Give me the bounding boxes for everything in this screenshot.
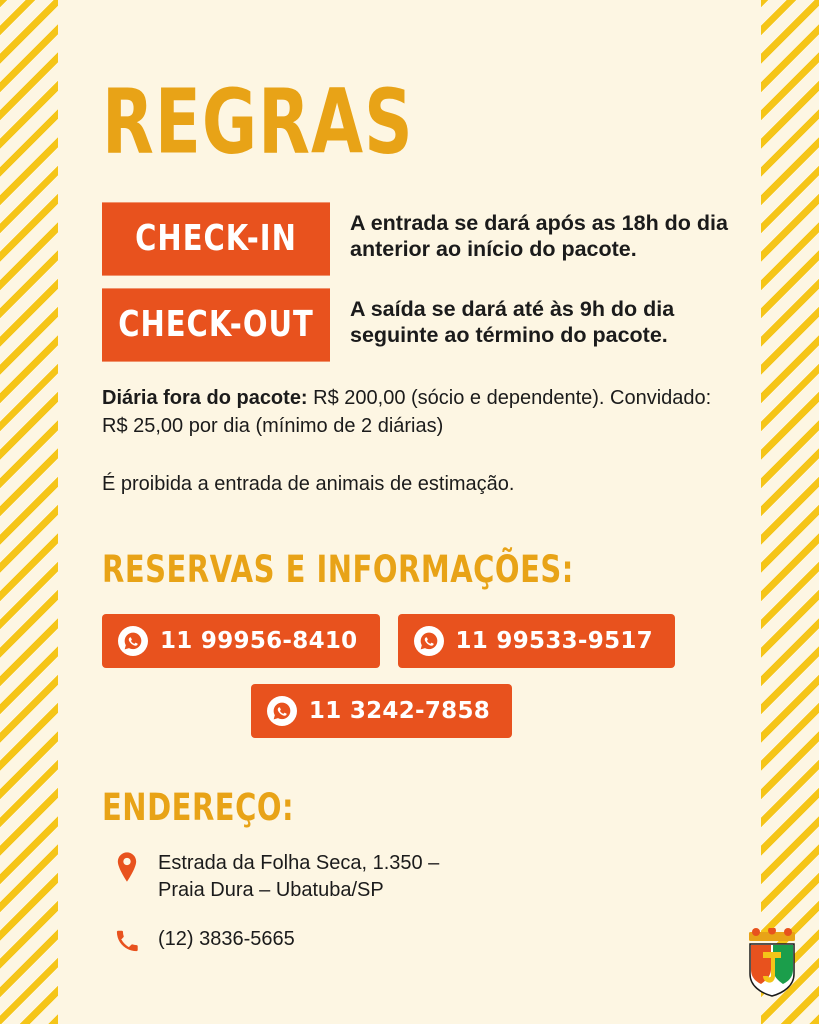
checkout-tag-wrap bbox=[102, 292, 330, 358]
phone-text: (12) 3836-5665 bbox=[158, 928, 295, 950]
checkin-text: A entrada se dará após as 18h do dia anterior ao início do pacote. bbox=[350, 211, 728, 261]
rules-section bbox=[102, 206, 731, 358]
phone-row bbox=[108, 926, 731, 954]
location-pin-icon bbox=[108, 850, 146, 882]
whatsapp-icon bbox=[414, 626, 444, 656]
address-row bbox=[108, 850, 731, 904]
address-heading: ENDEREÇO: bbox=[102, 784, 295, 830]
address-text bbox=[158, 850, 439, 904]
whatsapp-number-3: 11 3242-7858 bbox=[308, 698, 491, 724]
whatsapp-pill-1[interactable] bbox=[102, 614, 380, 668]
checkout-text: A saída se dará até às 9h do dia seguinte ao término do pacote. bbox=[350, 297, 675, 347]
whatsapp-number-2: 11 99533-9517 bbox=[455, 628, 653, 654]
whatsapp-pill-2[interactable] bbox=[398, 614, 676, 668]
checkin-tag-wrap bbox=[102, 206, 330, 272]
content-column bbox=[102, 0, 731, 976]
decorative-stripes-left bbox=[0, 0, 58, 1024]
club-crest-logo bbox=[743, 928, 801, 998]
whatsapp-icon bbox=[267, 696, 297, 726]
daily-rate-label: Diária fora do pacote: bbox=[102, 387, 308, 409]
decorative-stripes-right bbox=[761, 0, 819, 1024]
phone-pill-row-1 bbox=[102, 614, 731, 668]
rule-row-checkin bbox=[102, 206, 731, 272]
pets-paragraph: É proibida a entrada de animais de estimação. bbox=[102, 473, 515, 495]
checkout-tag: CHECK-OUT bbox=[102, 288, 330, 361]
whatsapp-icon bbox=[118, 626, 148, 656]
address-line-2: Praia Dura – Ubatuba/SP bbox=[158, 879, 384, 901]
whatsapp-pill-3[interactable] bbox=[251, 684, 512, 738]
checkin-tag: CHECK-IN bbox=[102, 202, 330, 275]
rule-row-checkout bbox=[102, 292, 731, 358]
reservations-heading: RESERVAS E INFORMAÇÕES: bbox=[102, 546, 574, 592]
daily-rate-paragraph bbox=[102, 384, 722, 440]
phone-icon bbox=[108, 926, 146, 954]
daily-rate-text: R$ 200,00 (sócio e dependente). Convidado: R$ 25,00 por dia (mínimo de 2 diárias) bbox=[102, 387, 712, 437]
phone-pill-row-2 bbox=[102, 684, 731, 738]
flyer-page bbox=[58, 0, 761, 1024]
address-line-1: Estrada da Folha Seca, 1.350 – bbox=[158, 852, 440, 874]
whatsapp-number-1: 11 99956-8410 bbox=[160, 628, 358, 654]
page-title: REGRAS bbox=[102, 69, 414, 174]
